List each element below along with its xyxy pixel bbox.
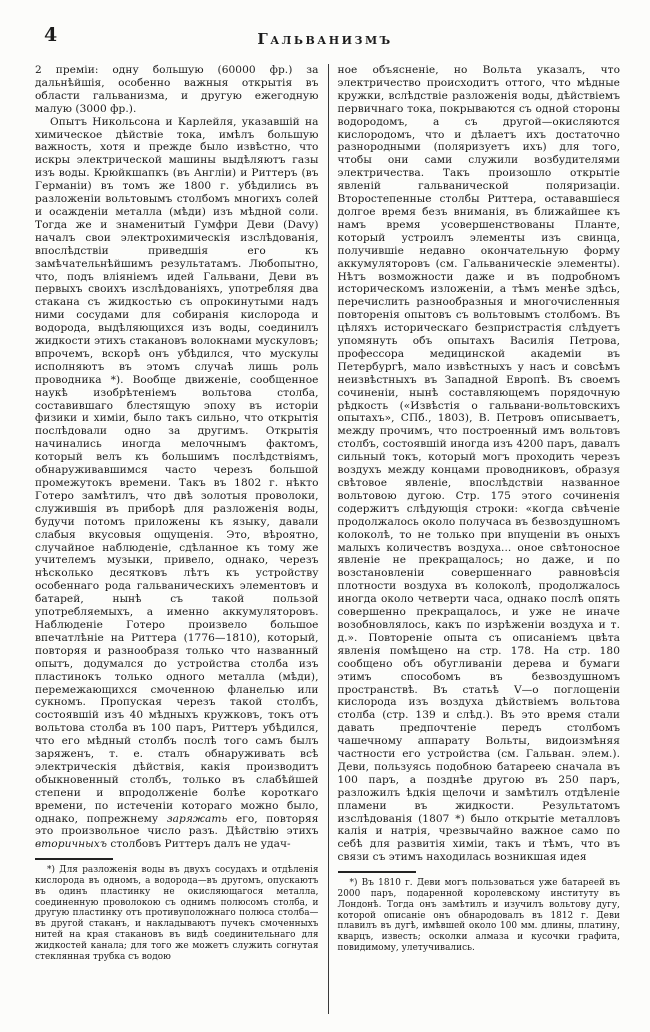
left-footnote: *) Для разложенія воды въ двухъ сосудахъ и отдѣленія кислорода въ одномъ, а водорода—въ другомъ, опускаютъ въ одинъ пластинку не окисляющагося металла, соединенную проволокою съ однимъ полюсомъ столба, и другую пластинку отъ противуположнаго полюса столба—въ другой стаканъ, и накладываютъ пучекъ смоченныхъ нитей на края стакановъ въ видѣ соединительнаго для жидкостей канала; для того же можетъ служить согнутая стеклянная трубка съ водою — [35, 865, 319, 962]
right-column — [328, 64, 621, 1014]
right-column-body-text — [338, 64, 621, 864]
two-column-layout — [35, 64, 620, 1014]
paragraph-main — [35, 116, 319, 852]
paragraph-text: столбовъ Риттеръ далъ не удач- — [106, 838, 291, 851]
paragraph-text: 2 преміи: одну большую (60000 фр.) за дальнѣйшія, особенно важныя открытія въ области гальванизма, и другую ежегодную малую (3000 фр.). — [35, 64, 319, 115]
right-footnote: *) Въ 1810 г. Деви могъ пользоваться уже батареей въ 2000 паръ, подаренной королевскому институту въ Лондонѣ. Тогда онъ замѣтилъ и изучилъ вольтову дугу, которой описаніе онъ обнародовалъ въ 1812 г. Деви плавилъ въ дугѣ, имѣвшей около 100 мм. длины, платину, кварцъ, известь; осколки алмаза и кусочки графита, повидимому, улетучивались. — [337, 878, 620, 953]
footnote-separator — [35, 858, 113, 860]
page-title: Гальванизмъ — [257, 30, 393, 48]
italic-term: заряжать — [166, 812, 228, 825]
paragraph-text: ное объясненіе, но Вольта указалъ, что электричество происходитъ оттого, что мѣдные кружки, вслѣдствіе разложенія воды, дѣйствіемъ первичнаго тока, покрываются съ одной стороны водородомъ, а съ другой—окисляются кислородомъ, что и дѣлаетъ ихъ достаточно разнородными (поляризуетъ ихъ) для того, чтобы они сами служили возбудителями электричества. Такъ произошло открытіе явленій гальванической поляризаціи. Второстепенные столбы Риттера, остававшіеся долгое время безъ вниманія, въ ближайшее къ намъ время усовершенствованы Планте, который устроилъ элементы изъ свинца, получившіе недавно окончательную форму аккумуляторовъ (см. Гальваническіе элементы). Нѣтъ возможности даже и въ подробномъ историческомъ изложеніи, а тѣмъ менѣе здѣсь, перечислить разнообразныя и многочисленныя повторенія опытовъ съ вольтовымъ столбомъ. Въ цѣляхъ историческаго безпристрастія слѣдуетъ упомянуть объ опытахъ Василія Петрова, профессора медицинской академіи въ Петербургѣ, мало извѣстныхъ у насъ и совсѣмъ неизвѣстныхъ въ Западной Европѣ. Въ своемъ сочиненіи, нынѣ составляющемъ порядочную рѣдкость («Извѣстія о гальвани-вольтовскихъ опытахъ», СПб., 1803), В. Петровъ описываетъ, между прочимъ, что построенный имъ вольтовъ столбъ, состоявшій иногда изъ 4200 паръ, давалъ сильный токъ, который могъ проходить черезъ воздухъ между концами проводниковъ, образуя свѣтовое явленіе, впослѣдствіи названное вольтовою дугою. Стр. 175 этого сочиненія содержитъ слѣдующія строки: «когда свѣченіе продолжалось около получаса въ безвоздушномъ колоколѣ, то не только при впущеніи въ оныхъ малыхъ количествъ воздуха... оное свѣтоносное явленіе не прекращалось; но даже, и по возстановленіи совершеннаго равновѣсія плотности воздуха въ колоколѣ, продолжалось иногда около четверти часа, однако послѣ опять совершенно прекращалось, и уже не иначе возобновлялось, какъ по изрѣженіи воздуха и т. д.». Повтореніе опыта съ описаніемъ цвѣта явленія помѣщено на стр. 178. На стр. 180 сообщено объ обугливаніи дерева и бумаги этимъ способомъ въ безвоздушномъ пространствѣ. Въ статьѣ V—о поглощеніи кислорода изъ воздуха дѣйствіемъ вольтова столба (стр. 139 и слѣд.). Въ это время стали давать предпочтеніе передъ столбомъ чашечному аппарату Вольты, видоизмѣняя частности его устройства (см. Гальван. элем.). Деви, пользуясь подобною батареею сначала въ 100 паръ, а позднѣе другою въ 250 паръ, разложилъ ѣдкія щелочи и замѣтилъ отдѣленіе пламени въ жидкости. Результатомъ изслѣдованія (1807 *) было открытіе металловъ калія и натрія, чрезвычайно важное само по себѣ для развитія химіи, такъ и тѣмъ, что въ связи съ этимъ находилась возникшая идея — [337, 64, 620, 864]
left-column — [35, 64, 328, 1014]
left-column-body-text — [35, 64, 319, 851]
page-number: 4 — [44, 24, 58, 46]
italic-term: вторичныхъ — [35, 838, 107, 851]
paragraph-text: Опытъ Никольсона и Карлейля, указавшій на химическое дѣйствіе тока, имѣлъ большую важность, хотя и прежде было извѣстно, что искры электрической машины выдѣляютъ газы изъ воды. Крюйкшапкъ (въ Англіи) и Риттеръ (въ Германіи) въ томъ же 1800 г. убѣдились въ разложеніи вольтовымъ столбомъ многихъ солей и осажденіи металла (мѣди) изъ мѣдной соли. Тогда же и знаменитый Гумфри Деви (Davy) началъ свои электрохимическія изслѣдованія, впослѣдствіи приведшія его къ замѣчательнѣйшимъ результатамъ. Любопытно, что, подъ вліяніемъ идей Гальвани, Деви въ первыхъ своихъ изслѣдованіяхъ, употребляя два стакана съ жидкостью съ опрокинутыми надъ ними сосудами для собиранія кислорода и водорода, выдѣляющихся изъ воды, соединилъ жидкости этихъ стакановъ волокнами мускуловъ; впрочемъ, вскорѣ онъ убѣдился, что мускулы исполняютъ въ этомъ случаѣ лишь роль проводника *). Вообще движеніе, сообщенное наукѣ изобрѣтеніемъ вольтова столба, составившаго блестящую эпоху въ исторіи физики и химіи, было такъ сильно, что открытія послѣдовали одно за другимъ. Открытія начинались иногда мелочнымъ фактомъ, который велъ къ большимъ послѣдствіямъ, обнаруживавшимся часто черезъ большой промежутокъ времени. Такъ въ 1802 г. нѣкто Готеро замѣтилъ, что двѣ золотыя проволоки, служившія въ приборѣ для разложенія воды, будучи потомъ приложены къ языку, давали слабыя вкусовыя ощущенія. Это, вѣроятно, случайное наблюденіе, сдѣланное къ тому же учителемъ музыки, привело, однако, черезъ нѣсколько десятковъ лѣтъ къ устройству особеннаго рода гальваническихъ элементовъ и батарей, нынѣ съ такой пользой употребляемыхъ, а именно аккумуляторовъ. Наблюденіе Готеро произвело большое впечатлѣніе на Риттера (1776—1810), который, повторяя и разнообразя только что названный опытъ, додумался до устройства столба изъ пластинокъ только одного металла (мѣди), перемежающихся смоченною фланелью или сукномъ. Пропуская черезъ такой столбъ, состоявшій изъ 40 мѣдныхъ кружковъ, токъ отъ вольтова столба въ 100 паръ, Риттеръ убѣдился, что его мѣдный столбъ послѣ того самъ былъ заряженъ, т. е. сталъ обнаруживать всѣ электрическія дѣйствія, какія производитъ обыкновенный столбъ, только въ слабѣйшей степени и впродолженіе болѣе короткаго времени, по истеченіи котораго можно было, однако, попрежнему — [35, 115, 319, 825]
paragraph-continuation — [35, 64, 319, 116]
footnote-separator — [338, 871, 416, 873]
page-header — [0, 0, 650, 50]
paragraph-continuation — [338, 64, 621, 864]
paragraph-text: его, повторяя это произвольное число разъ. Дѣйствію этихъ — [35, 812, 319, 838]
